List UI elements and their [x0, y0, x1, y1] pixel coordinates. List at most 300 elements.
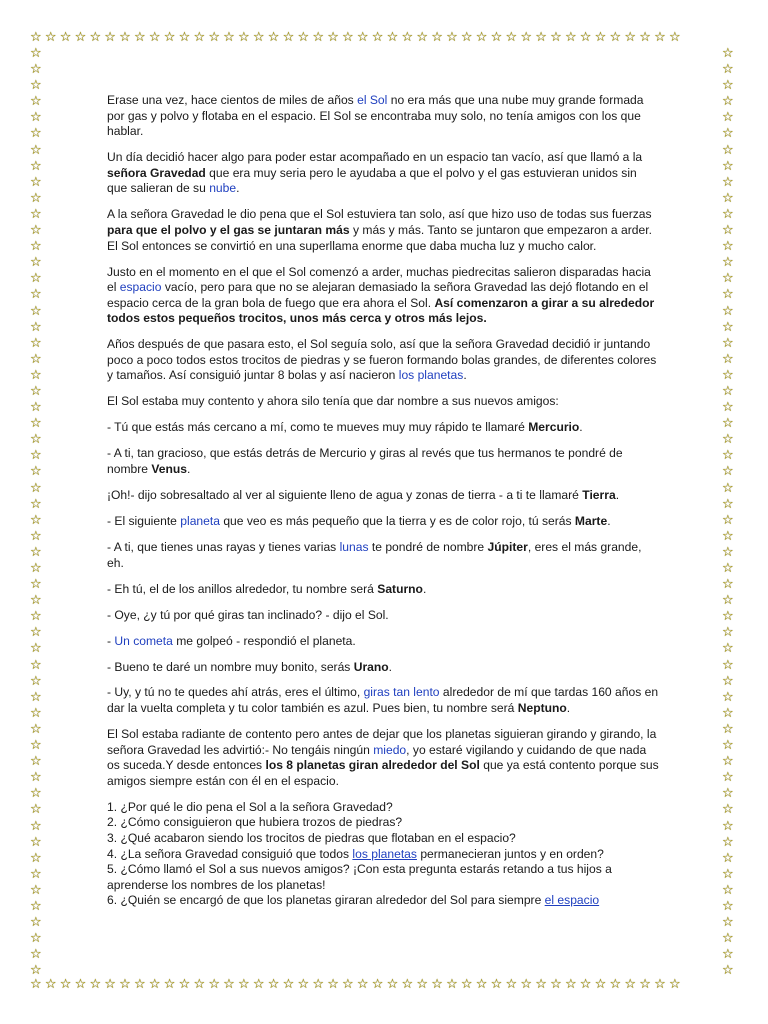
highlight-term: miedo	[373, 742, 407, 757]
star-icon: ☆	[579, 978, 595, 992]
star-icon: ☆	[722, 802, 734, 818]
star-icon: ☆	[104, 31, 120, 45]
star-icon: ☆	[446, 31, 461, 45]
text-run: Justo en el momento en el que el Sol comenzó a arder, muchas piedrecitas salieron disparadas hacia el	[107, 264, 651, 295]
star-icon: ☆	[30, 738, 42, 754]
star-icon: ☆	[594, 978, 610, 992]
star-icon: ☆	[193, 31, 209, 45]
star-icon: ☆	[386, 978, 402, 992]
star-border-right	[722, 47, 738, 977]
star-icon: ☆	[30, 416, 42, 432]
story-paragraph	[107, 93, 660, 140]
star-icon: ☆	[722, 190, 734, 206]
star-icon: ☆	[654, 978, 669, 992]
star-icon: ☆	[30, 866, 42, 882]
star-icon: ☆	[371, 31, 387, 45]
star-icon: ☆	[722, 416, 734, 432]
story-paragraph	[107, 514, 660, 530]
star-icon: ☆	[30, 882, 42, 898]
bold-text: los 8 planetas giran alrededor del Sol	[265, 758, 480, 773]
story-paragraph	[107, 608, 660, 624]
story-paragraph	[107, 337, 660, 384]
star-icon: ☆	[30, 62, 42, 78]
text-run: te pondré de nombre	[368, 539, 488, 554]
star-icon: ☆	[30, 206, 42, 222]
star-icon: ☆	[550, 978, 565, 992]
star-icon: ☆	[30, 303, 42, 319]
text-run: .	[615, 488, 620, 502]
star-icon: ☆	[722, 963, 734, 977]
star-icon: ☆	[30, 754, 42, 770]
star-icon: ☆	[30, 142, 42, 158]
star-icon: ☆	[193, 978, 209, 992]
text-run: .	[607, 513, 611, 528]
star-icon: ☆	[148, 31, 164, 45]
story-body	[107, 93, 660, 909]
star-icon: ☆	[401, 31, 417, 45]
star-icon: ☆	[30, 641, 42, 657]
star-icon: ☆	[722, 641, 734, 657]
bold-text: Marte	[574, 513, 608, 528]
star-icon: ☆	[654, 31, 669, 45]
story-paragraph	[107, 394, 660, 410]
star-icon: ☆	[30, 31, 45, 45]
star-icon: ☆	[30, 223, 42, 239]
star-icon: ☆	[342, 31, 357, 45]
bold-text: Así comenzaron a girar a su alrededor todos estos pequeños trocitos, unos más cerca y otros más lejos.	[107, 295, 655, 326]
star-icon: ☆	[722, 673, 734, 689]
star-icon: ☆	[30, 400, 42, 416]
text-run: .	[187, 462, 191, 477]
star-icon: ☆	[722, 754, 734, 770]
star-icon: ☆	[223, 978, 239, 992]
star-icon: ☆	[722, 850, 734, 866]
star-icon: ☆	[30, 126, 42, 142]
star-icon: ☆	[30, 480, 42, 496]
link-text[interactable]: el espacio	[544, 893, 600, 908]
star-icon: ☆	[624, 31, 640, 45]
star-icon: ☆	[178, 978, 194, 992]
star-icon: ☆	[722, 319, 734, 335]
text-run: - El siguiente	[107, 513, 181, 528]
star-icon: ☆	[416, 31, 432, 45]
star-icon: ☆	[30, 287, 42, 303]
star-border-left	[30, 47, 46, 977]
text-run: El Sol estaba radiante de contento pero antes de dejar que los planetas siguieran girando y girando, la señora Gravedad les advirtió:- No tengáis ningún	[107, 727, 657, 757]
text-run: 2. ¿Cómo consiguieron que hubiera trozos de piedras?	[107, 815, 403, 830]
star-icon: ☆	[30, 448, 42, 464]
star-icon: ☆	[30, 544, 42, 560]
star-icon: ☆	[722, 464, 734, 480]
star-icon: ☆	[30, 351, 42, 367]
story-paragraph	[107, 265, 660, 327]
highlight-term: los planetas	[398, 368, 464, 383]
star-icon: ☆	[401, 978, 417, 992]
star-icon: ☆	[342, 978, 357, 992]
star-icon: ☆	[30, 432, 42, 448]
bold-text: Neptuno	[517, 701, 567, 716]
star-icon: ☆	[639, 978, 655, 992]
star-icon: ☆	[722, 689, 734, 705]
star-icon: ☆	[356, 31, 372, 45]
text-run: A la señora Gravedad le dio pena que el Sol estuviera tan solo, así que hizo uso de todas sus fuerzas	[107, 207, 652, 222]
star-icon: ☆	[722, 351, 734, 367]
text-run: alrededor de mí que tardas 160 años en dar la vuelta completa y tu color también es azul. Pues bien, tu nombre será	[107, 685, 659, 716]
star-icon: ☆	[722, 657, 734, 673]
star-icon: ☆	[223, 31, 239, 45]
star-icon: ☆	[722, 142, 734, 158]
text-run: vacío, pero para que no se alejaran demasiado la señora Gravedad las dejó flotando en el espacio cerca de la gran bola de fuego que era ahora el Sol.	[107, 280, 649, 310]
highlight-term: espacio	[119, 280, 162, 295]
story-paragraph	[107, 446, 660, 477]
star-icon: ☆	[722, 818, 734, 834]
star-icon: ☆	[44, 978, 60, 992]
star-icon: ☆	[594, 31, 610, 45]
star-icon: ☆	[30, 834, 42, 850]
star-icon: ☆	[668, 978, 684, 992]
star-icon: ☆	[722, 544, 734, 560]
star-icon: ☆	[252, 978, 268, 992]
star-icon: ☆	[30, 818, 42, 834]
story-paragraph	[107, 685, 660, 716]
story-paragraph	[107, 727, 660, 789]
star-icon: ☆	[30, 577, 42, 593]
bold-text: Saturno	[377, 581, 423, 596]
text-run: 3. ¿Qué acabaron siendo los trocitos de piedras que flotaban en el espacio?	[107, 831, 516, 846]
star-icon: ☆	[30, 657, 42, 673]
star-icon: ☆	[722, 625, 734, 641]
star-icon: ☆	[722, 882, 734, 898]
star-icon: ☆	[535, 31, 551, 45]
story-paragraphs	[107, 93, 660, 789]
star-icon: ☆	[475, 31, 491, 45]
star-icon: ☆	[30, 850, 42, 866]
star-icon: ☆	[356, 978, 372, 992]
question-item	[107, 847, 660, 863]
star-border-bottom	[30, 978, 738, 994]
star-icon: ☆	[119, 31, 135, 45]
text-run: - Bueno te daré un nombre muy bonito, serás	[107, 659, 354, 674]
star-icon: ☆	[134, 978, 149, 992]
text-run: me golpeó - respondió el planeta.	[172, 633, 356, 648]
text-run: El Sol estaba muy contento y ahora silo tenía que dar nombre a sus nuevos amigos:	[107, 394, 559, 409]
story-paragraph	[107, 420, 660, 436]
story-paragraph	[107, 540, 660, 571]
star-icon: ☆	[722, 738, 734, 754]
question-item	[107, 800, 660, 816]
story-paragraph	[107, 488, 660, 504]
highlight-term: lunas	[339, 539, 369, 554]
star-icon: ☆	[579, 31, 595, 45]
star-icon: ☆	[312, 978, 328, 992]
text-run: 1. ¿Por qué le dio pena el Sol a la señora Gravedad?	[107, 799, 393, 814]
star-icon: ☆	[30, 174, 42, 190]
star-icon: ☆	[722, 383, 734, 399]
star-icon: ☆	[609, 31, 625, 45]
star-icon: ☆	[722, 721, 734, 737]
star-icon: ☆	[327, 31, 343, 45]
star-icon: ☆	[416, 978, 432, 992]
star-icon: ☆	[30, 158, 42, 174]
text-run: .	[579, 420, 583, 435]
star-icon: ☆	[639, 31, 655, 45]
star-icon: ☆	[550, 31, 565, 45]
star-icon: ☆	[722, 705, 734, 721]
highlight-term: planeta	[180, 513, 220, 528]
star-icon: ☆	[460, 31, 476, 45]
star-icon: ☆	[722, 78, 734, 94]
text-run: , yo estaré vigilando y cuidando de que nada os suceda.Y desde entonces	[107, 742, 647, 773]
story-paragraph	[107, 582, 660, 598]
star-icon: ☆	[30, 625, 42, 641]
text-run: que ya está contento porque sus amigos siempre están con él en el espacio.	[107, 758, 659, 788]
text-run: ¡Oh!- dijo sobresaltado al ver al siguiente lleno de agua y zonas de tierra - a ti te llamaré	[107, 488, 583, 502]
text-run: Años después de que pasara esto, el Sol seguía solo, así que la señora Gravedad decidió ir juntando poco a poco todos estos trocitos de piedras y se fueron formando bolas grandes, de diferentes colores y tamaños. Así consiguió juntar 8 bolas y así nacieron	[107, 337, 657, 383]
question-item	[107, 862, 660, 893]
bold-text: Júpiter	[487, 539, 528, 554]
bold-text: señora Gravedad	[107, 165, 206, 180]
star-icon: ☆	[30, 512, 42, 528]
star-icon: ☆	[722, 47, 734, 61]
text-run: que era muy seria pero le ayudaba a que el polvo y el gas estuvieran unidos sin que salieran de su	[107, 165, 637, 196]
star-icon: ☆	[44, 31, 60, 45]
star-icon: ☆	[30, 464, 42, 480]
story-paragraph	[107, 207, 660, 254]
star-icon: ☆	[30, 705, 42, 721]
star-icon: ☆	[722, 126, 734, 142]
text-run: .	[388, 659, 393, 674]
star-icon: ☆	[282, 978, 298, 992]
star-icon: ☆	[30, 94, 42, 110]
text-run: 5. ¿Cómo llamó el Sol a sus nuevos amigos? ¡Con esta pregunta estarás retando a tus hijos a aprenderse los nombres de los planetas!	[107, 862, 612, 892]
star-icon: ☆	[208, 31, 224, 45]
story-paragraph	[107, 150, 660, 197]
question-item	[107, 815, 660, 831]
text-run: , eres el más grande, eh.	[107, 539, 642, 570]
star-icon: ☆	[134, 31, 149, 45]
star-icon: ☆	[327, 978, 343, 992]
text-run: 4. ¿La señora Gravedad consiguió que todos	[107, 846, 353, 861]
star-icon: ☆	[89, 31, 105, 45]
text-run: - Oye, ¿y tú por qué giras tan inclinado? - dijo el Sol.	[107, 607, 389, 622]
star-icon: ☆	[163, 978, 179, 992]
star-icon: ☆	[722, 947, 734, 963]
star-icon: ☆	[609, 978, 625, 992]
star-icon: ☆	[119, 978, 135, 992]
star-icon: ☆	[163, 31, 179, 45]
star-icon: ☆	[148, 978, 164, 992]
star-icon: ☆	[297, 31, 313, 45]
star-icon: ☆	[722, 866, 734, 882]
star-icon: ☆	[238, 978, 253, 992]
star-icon: ☆	[490, 978, 506, 992]
star-icon: ☆	[30, 319, 42, 335]
star-icon: ☆	[722, 480, 734, 496]
star-icon: ☆	[30, 47, 42, 61]
star-icon: ☆	[30, 255, 42, 271]
star-icon: ☆	[30, 786, 42, 802]
text-run: -	[107, 633, 115, 648]
star-icon: ☆	[238, 31, 253, 45]
question-item	[107, 893, 660, 909]
star-icon: ☆	[74, 978, 90, 992]
text-run: - A ti, tan gracioso, que estás detrás de Mercurio y giras al revés que tus hermanos te pondré de nombre	[107, 446, 623, 477]
star-icon: ☆	[30, 673, 42, 689]
star-icon: ☆	[722, 335, 734, 351]
star-icon: ☆	[722, 271, 734, 287]
text-run: .	[236, 181, 240, 196]
star-icon: ☆	[178, 31, 194, 45]
star-icon: ☆	[267, 978, 283, 992]
highlight-term: nube	[209, 181, 237, 196]
star-icon: ☆	[30, 271, 42, 287]
star-icon: ☆	[386, 31, 402, 45]
star-icon: ☆	[74, 31, 90, 45]
text-run: no era más que una nube muy grande formada por gas y polvo y flotaba en el espacio. El Sol se encontraba muy solo, no tenía amigos con los que hablar.	[107, 93, 644, 139]
bold-text: Venus	[151, 462, 188, 477]
star-icon: ☆	[30, 898, 42, 914]
text-run: - Eh tú, el de los anillos alrededor, tu nombre será	[107, 581, 378, 596]
star-icon: ☆	[30, 190, 42, 206]
star-icon: ☆	[722, 834, 734, 850]
star-icon: ☆	[722, 512, 734, 528]
star-icon: ☆	[59, 31, 75, 45]
story-paragraph	[107, 660, 660, 676]
star-icon: ☆	[104, 978, 120, 992]
star-icon: ☆	[722, 528, 734, 544]
star-icon: ☆	[490, 31, 506, 45]
star-icon: ☆	[312, 31, 328, 45]
star-icon: ☆	[446, 978, 461, 992]
text-run: Erase una vez, hace cientos de miles de años	[107, 93, 358, 107]
star-icon: ☆	[722, 898, 734, 914]
star-icon: ☆	[722, 786, 734, 802]
bold-text: Urano	[353, 659, 389, 674]
bold-text: Tierra	[582, 488, 616, 502]
star-icon: ☆	[722, 303, 734, 319]
star-icon: ☆	[564, 31, 580, 45]
star-icon: ☆	[722, 62, 734, 78]
star-icon: ☆	[722, 915, 734, 931]
star-icon: ☆	[475, 978, 491, 992]
star-icon: ☆	[722, 287, 734, 303]
star-icon: ☆	[30, 770, 42, 786]
star-icon: ☆	[30, 110, 42, 126]
star-icon: ☆	[722, 931, 734, 947]
text-run: .	[422, 581, 427, 596]
star-icon: ☆	[30, 978, 45, 992]
star-icon: ☆	[722, 158, 734, 174]
text-run: .	[566, 701, 571, 716]
story-paragraph	[107, 634, 660, 650]
text-run: .	[463, 368, 467, 383]
star-icon: ☆	[722, 770, 734, 786]
star-icon: ☆	[722, 110, 734, 126]
star-icon: ☆	[30, 78, 42, 94]
star-icon: ☆	[520, 978, 536, 992]
star-icon: ☆	[535, 978, 551, 992]
star-icon: ☆	[722, 448, 734, 464]
star-icon: ☆	[30, 528, 42, 544]
star-icon: ☆	[460, 978, 476, 992]
star-icon: ☆	[297, 978, 313, 992]
text-run: 6. ¿Quién se encargó de que los planetas giraran alrededor del Sol para siempre	[107, 893, 545, 908]
star-icon: ☆	[89, 978, 105, 992]
highlight-term: giras tan lento	[363, 685, 440, 700]
link-text[interactable]: los planetas	[352, 846, 417, 861]
star-icon: ☆	[30, 335, 42, 351]
star-icon: ☆	[30, 383, 42, 399]
star-border-top	[30, 31, 738, 47]
star-icon: ☆	[208, 978, 224, 992]
star-icon: ☆	[722, 593, 734, 609]
star-icon: ☆	[668, 31, 684, 45]
star-icon: ☆	[722, 367, 734, 383]
text-run: - Uy, y tú no te quedes ahí atrás, eres el último,	[107, 685, 364, 700]
star-icon: ☆	[30, 931, 42, 947]
star-icon: ☆	[722, 496, 734, 512]
star-icon: ☆	[431, 31, 447, 45]
question-item	[107, 831, 660, 847]
question-list	[107, 800, 660, 909]
star-icon: ☆	[30, 947, 42, 963]
star-icon: ☆	[252, 31, 268, 45]
star-icon: ☆	[722, 223, 734, 239]
star-icon: ☆	[505, 31, 521, 45]
star-icon: ☆	[624, 978, 640, 992]
star-icon: ☆	[30, 239, 42, 255]
star-icon: ☆	[30, 721, 42, 737]
text-run: que veo es más pequeño que la tierra y es de color rojo, tú serás	[219, 513, 575, 528]
text-run: permanecieran juntos y en orden?	[416, 846, 604, 861]
text-run: y más y más. Tanto se juntaron que empezaron a arder. El Sol entonces se convirtió en una superllama enorme que daba mucha luz y mucho calor.	[107, 222, 652, 253]
star-icon: ☆	[722, 206, 734, 222]
star-icon: ☆	[30, 802, 42, 818]
highlight-term: Un cometa	[114, 633, 173, 648]
star-icon: ☆	[722, 255, 734, 271]
star-icon: ☆	[505, 978, 521, 992]
star-icon: ☆	[59, 978, 75, 992]
star-icon: ☆	[371, 978, 387, 992]
star-icon: ☆	[431, 978, 447, 992]
star-icon: ☆	[722, 400, 734, 416]
bold-text: Mercurio	[528, 420, 580, 435]
star-icon: ☆	[30, 367, 42, 383]
star-icon: ☆	[30, 689, 42, 705]
star-icon: ☆	[722, 174, 734, 190]
star-icon: ☆	[30, 915, 42, 931]
star-icon: ☆	[30, 963, 42, 977]
text-run: - Tú que estás más cercano a mí, como te mueves muy muy rápido te llamaré	[107, 420, 529, 435]
star-icon: ☆	[564, 978, 580, 992]
text-run: Un día decidió hacer algo para poder estar acompañado en un espacio tan vacío, así que llamó a la	[107, 150, 643, 165]
star-icon: ☆	[722, 432, 734, 448]
star-icon: ☆	[282, 31, 298, 45]
star-icon: ☆	[30, 593, 42, 609]
star-icon: ☆	[520, 31, 536, 45]
star-icon: ☆	[722, 561, 734, 576]
star-icon: ☆	[30, 609, 42, 625]
star-icon: ☆	[30, 561, 42, 576]
star-icon: ☆	[30, 496, 42, 512]
star-icon: ☆	[722, 94, 734, 110]
bold-text: para que el polvo y el gas se juntaran más	[107, 222, 350, 237]
star-icon: ☆	[722, 609, 734, 625]
star-icon: ☆	[722, 239, 734, 255]
text-run: - A ti, que tienes unas rayas y tienes varias	[107, 539, 340, 554]
highlight-term: el Sol	[357, 93, 388, 107]
star-icon: ☆	[722, 577, 734, 593]
